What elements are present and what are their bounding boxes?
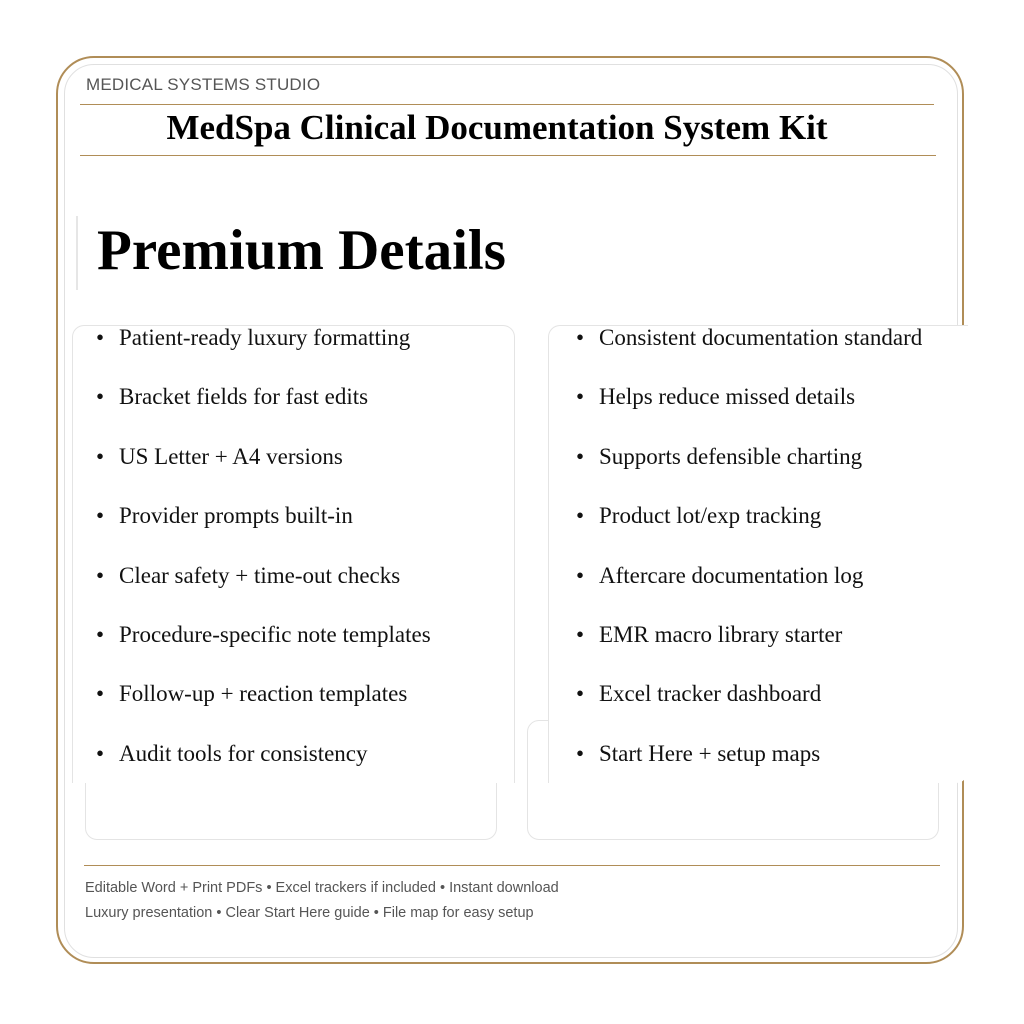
bullet-icon: •: [96, 621, 105, 647]
list-item-text: Provider prompts built-in: [119, 503, 353, 529]
list-item: [96, 677, 431, 736]
list-item-text: Audit tools for consistency: [119, 740, 368, 766]
list-item-text: Aftercare documentation log: [599, 562, 864, 588]
list-item: [96, 618, 431, 677]
list-item: [96, 321, 431, 380]
heading-accent-bar: [76, 216, 78, 290]
list-item: [576, 321, 922, 380]
bullet-icon: •: [96, 740, 105, 766]
bullet-icon: •: [96, 384, 105, 410]
bullet-icon: •: [576, 740, 585, 766]
list-item: [576, 440, 922, 499]
list-item: [96, 440, 431, 499]
bullet-icon: •: [96, 503, 105, 529]
kit-title: MedSpa Clinical Documentation System Kit: [166, 108, 828, 147]
footer-line-1: Editable Word + Print PDFs • Excel trackers if included • Instant download: [85, 880, 559, 896]
left-feature-list: [96, 321, 431, 796]
list-item-text: EMR macro library starter: [599, 621, 843, 647]
list-item-text: Product lot/exp tracking: [599, 503, 822, 529]
bullet-icon: •: [576, 621, 585, 647]
list-item-text: US Letter + A4 versions: [119, 443, 343, 469]
bullet-icon: •: [576, 325, 585, 350]
list-item: [576, 618, 922, 677]
bullet-icon: •: [576, 562, 585, 588]
list-item-text: Start Here + setup maps: [599, 740, 821, 766]
list-item-text: Follow-up + reaction templates: [119, 681, 408, 707]
bullet-icon: •: [576, 681, 585, 707]
list-item-text: Consistent documentation standard: [599, 325, 923, 350]
header-bottom-rule: [80, 155, 936, 156]
list-item: [96, 737, 431, 796]
list-item-text: Clear safety + time-out checks: [119, 562, 401, 588]
list-item: [576, 559, 922, 618]
bullet-icon: •: [96, 325, 105, 350]
list-item: [576, 499, 922, 558]
list-item: [576, 380, 922, 439]
section-heading: Premium Details: [97, 219, 506, 282]
bullet-icon: •: [96, 443, 105, 469]
bullet-icon: •: [576, 443, 585, 469]
right-feature-list: [576, 321, 922, 796]
header-top-rule: [80, 104, 934, 105]
list-item: [576, 677, 922, 736]
bullet-icon: •: [576, 384, 585, 410]
list-item: [96, 380, 431, 439]
bullet-icon: •: [576, 503, 585, 529]
list-item: [96, 559, 431, 618]
brand-label: MEDICAL SYSTEMS STUDIO: [86, 75, 321, 94]
list-item-text: Helps reduce missed details: [599, 384, 856, 410]
bullet-icon: •: [96, 681, 105, 707]
list-item: [96, 499, 431, 558]
list-item-text: Patient-ready luxury formatting: [119, 325, 411, 350]
list-item: [576, 737, 922, 796]
list-item-text: Procedure-specific note templates: [119, 621, 431, 647]
list-item-text: Bracket fields for fast edits: [119, 384, 369, 410]
footer-line-2: Luxury presentation • Clear Start Here guide • File map for easy setup: [85, 905, 534, 921]
list-item-text: Excel tracker dashboard: [599, 681, 822, 707]
list-item-text: Supports defensible charting: [599, 443, 863, 469]
footer-rule: [84, 865, 940, 866]
bullet-icon: •: [96, 562, 105, 588]
